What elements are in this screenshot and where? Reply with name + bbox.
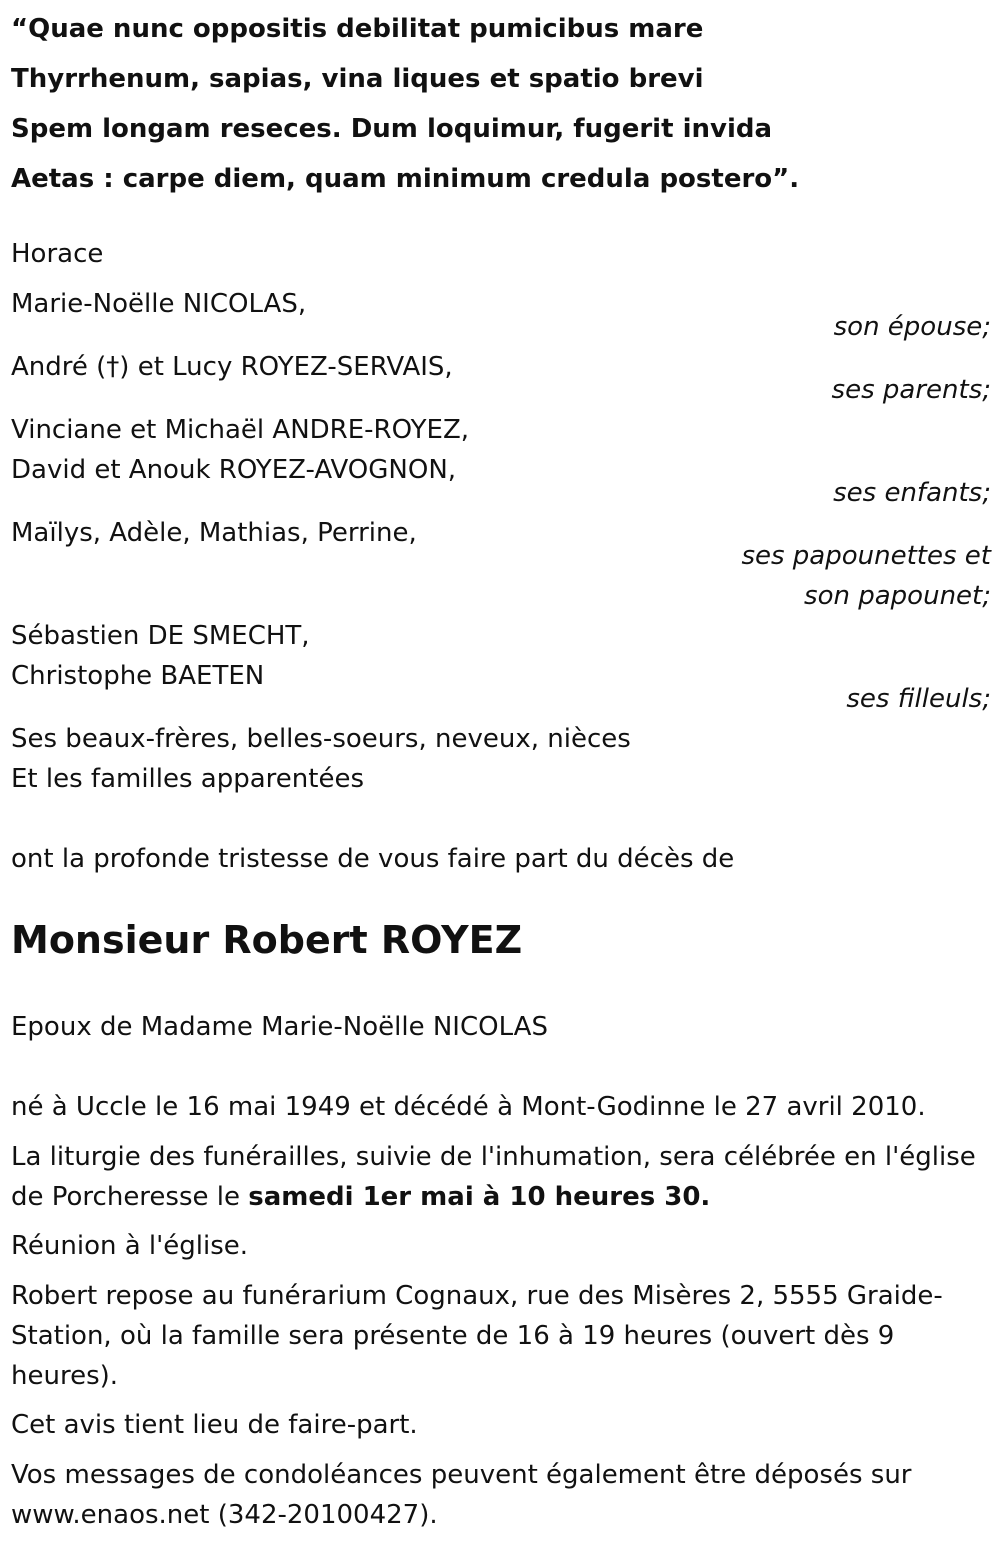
meeting-text: Réunion à l'église. bbox=[11, 1231, 249, 1261]
liturgy-text: La liturgie des funérailles, suivie de l'inhumation, sera célébrée en l'église de Porcheresse le bbox=[11, 1142, 976, 1212]
announcement-text: ont la profonde tristesse de vous faire part du décès de bbox=[11, 844, 735, 874]
children-role: ses enfants; bbox=[833, 478, 991, 508]
parents-role: ses parents; bbox=[831, 375, 991, 405]
other-relatives: Ses beaux-frères, belles-soeurs, neveux, nièces bbox=[11, 724, 631, 754]
quote-line: “Quae nunc oppositis debilitat pumicibus mare bbox=[11, 14, 704, 44]
quote-line: Spem longam reseces. Dum loquimur, fugerit invida bbox=[11, 114, 773, 144]
child-name: Vinciane et Michaël ANDRE-ROYEZ, bbox=[11, 415, 470, 445]
quote-author: Horace bbox=[11, 239, 104, 269]
spouse-role: son épouse; bbox=[833, 312, 991, 342]
spouse-of: Epoux de Madame Marie-Noëlle NICOLAS bbox=[11, 1012, 548, 1042]
quote-line: Thyrrhenum, sapias, vina liques et spatio brevi bbox=[11, 64, 704, 94]
godchildren-role: ses filleuls; bbox=[846, 684, 991, 714]
spouse-name: Marie-Noëlle NICOLAS, bbox=[11, 289, 307, 319]
notice-text: Cet avis tient lieu de faire-part. bbox=[11, 1410, 418, 1440]
child-name: David et Anouk ROYEZ-AVOGNON, bbox=[11, 455, 457, 485]
grandchildren-role-line: ses papounettes et bbox=[741, 541, 991, 571]
funerarium-paragraph: Robert repose au funérarium Cognaux, rue des Misères 2, 5555 Graide-Station, où la famille sera présente de 16 à 19 heures (ouvert dès 9 heures). bbox=[11, 1281, 943, 1391]
deceased-name: Monsieur Robert ROYEZ bbox=[11, 918, 523, 962]
grandchildren-names: Maïlys, Adèle, Mathias, Perrine, bbox=[11, 518, 417, 548]
parents-name: André (†) et Lucy ROYEZ-SERVAIS, bbox=[11, 352, 453, 382]
quote-line: Aetas : carpe diem, quam minimum credula postero”. bbox=[11, 164, 800, 194]
birth-death: né à Uccle le 16 mai 1949 et décédé à Mont-Godinne le 27 avril 2010. bbox=[11, 1092, 926, 1122]
other-relatives: Et les familles apparentées bbox=[11, 764, 365, 794]
grandchildren-role-line: son papounet; bbox=[804, 581, 991, 611]
latin-quote bbox=[11, 4, 799, 204]
liturgy-paragraph bbox=[11, 1137, 986, 1217]
godchild-name: Sébastien DE SMECHT, bbox=[11, 621, 310, 651]
condolences-paragraph: Vos messages de condoléances peuvent également être déposés sur www.enaos.net (342-20100427). bbox=[11, 1460, 912, 1530]
godchild-name: Christophe BAETEN bbox=[11, 661, 265, 691]
liturgy-date: samedi 1er mai à 10 heures 30. bbox=[248, 1182, 711, 1212]
